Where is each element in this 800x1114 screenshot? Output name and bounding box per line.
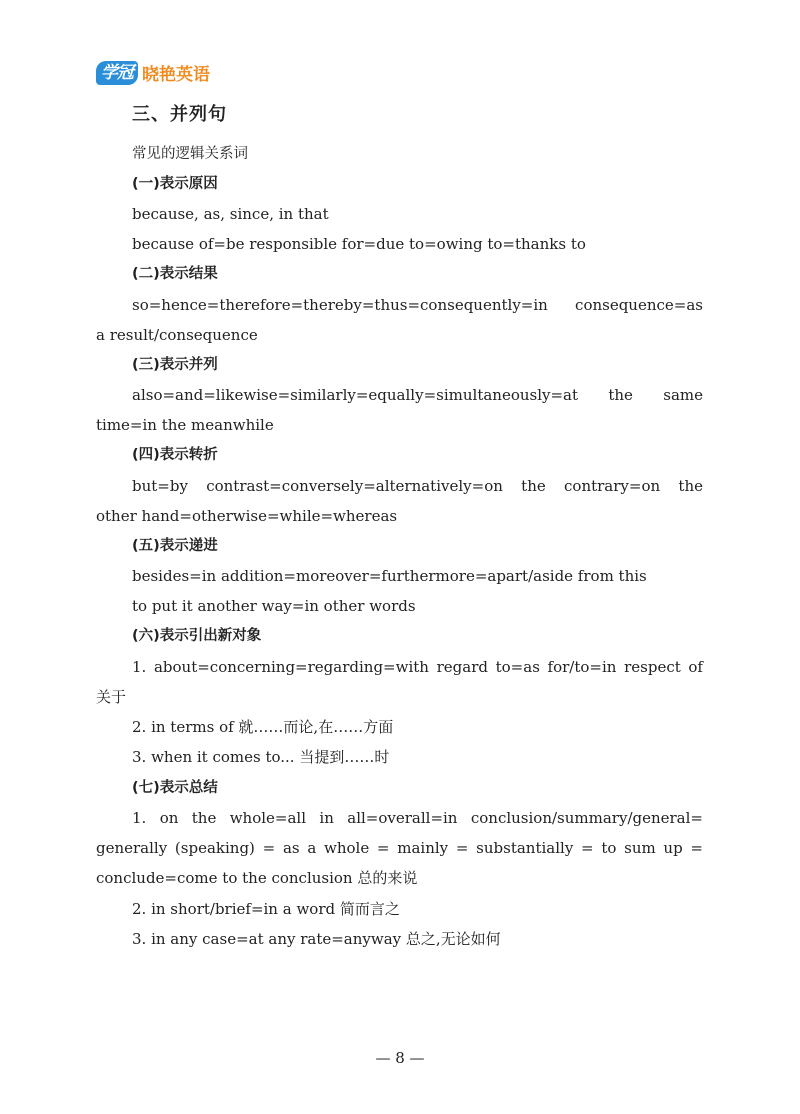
text-line: 2. in terms of 就……而论,在……方面: [132, 718, 394, 736]
page-number: — 8 —: [375, 1049, 425, 1067]
heading-contrast: (四)表示转折: [132, 447, 218, 463]
heading-summary: (七)表示总结: [132, 780, 218, 796]
text-line: a result/consequence: [96, 326, 258, 344]
text-line: because, as, since, in that: [132, 205, 329, 223]
heading-new-object: (六)表示引出新对象: [132, 628, 262, 644]
text-line: 关于: [96, 688, 127, 706]
text-line: 1. on the whole=all in all=overall=in conclusion/summary/general=: [132, 809, 703, 827]
text-line: other hand=otherwise=while=whereas: [96, 507, 398, 525]
publisher-logo: [96, 60, 210, 85]
heading-cause: (一)表示原因: [132, 176, 218, 192]
text-line: but=by contrast=conversely=alternatively=on the contrary=on the: [132, 477, 703, 495]
text-line: 3. when it comes to... 当提到……时: [132, 748, 390, 766]
heading-result: (二)表示结果: [132, 266, 218, 282]
subtitle: 常见的逻辑关系词: [132, 146, 248, 162]
heading-parallel: (三)表示并列: [132, 357, 218, 373]
section-title: 三、并列句: [132, 104, 227, 125]
logo-text: 晓艳英语: [142, 65, 210, 85]
text-line: 3. in any case=at any rate=anyway 总之,无论如何: [132, 930, 501, 948]
text-line: 2. in short/brief=in a word 简而言之: [132, 900, 400, 918]
text-line: because of=be responsible for=due to=owing to=thanks to: [132, 235, 586, 253]
text-line: time=in the meanwhile: [96, 416, 274, 434]
text-line: so=hence=therefore=thereby=thus=consequently=in consequence=as: [132, 296, 703, 314]
logo-mark: 学冠: [96, 61, 138, 85]
text-line: also=and=likewise=similarly=equally=simultaneously=at the same: [132, 386, 703, 404]
text-line: conclude=come to the conclusion 总的来说: [96, 869, 418, 887]
text-line: to put it another way=in other words: [132, 597, 416, 615]
heading-progression: (五)表示递进: [132, 538, 218, 554]
text-line: generally (speaking) = as a whole = mainly = substantially = to sum up =: [96, 839, 703, 857]
text-line: besides=in addition=moreover=furthermore=apart/aside from this: [132, 567, 647, 585]
text-line: 1. about=concerning=regarding=with regard to=as for/to=in respect of: [132, 658, 703, 676]
